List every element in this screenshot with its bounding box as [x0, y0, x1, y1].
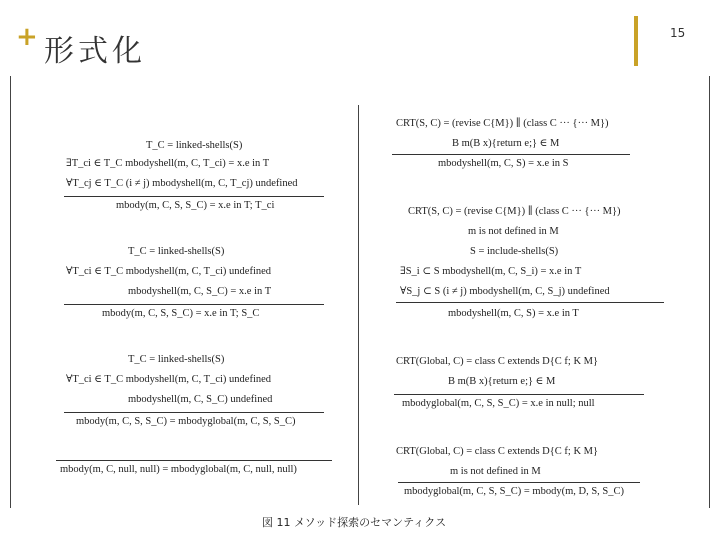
- rrule4-premise1: CRT(Global, C) = class C extends D{C f; K M}: [396, 446, 599, 457]
- rule2-premise2: ∀T_ci ∈ T_C mbodyshell(m, C, T_ci) undefined: [66, 266, 272, 277]
- rrule2-conclusion: mbodyshell(m, C, S) = x.e in T: [448, 308, 579, 319]
- rrule2-premise1: CRT(S, C) = (revise C{M}) ∥ (class C ··· {··· M}): [408, 206, 621, 217]
- rule2-inference-line: [64, 304, 324, 305]
- rule3-premise3: mbodyshell(m, C, S_C) undefined: [128, 394, 273, 405]
- column-divider: [358, 105, 359, 505]
- rrule2-premise4: ∃S_i ⊂ S mbodyshell(m, C, S_i) = x.e in T: [400, 266, 582, 277]
- rrule3-conclusion: mbodyglobal(m, C, S, S_C) = x.e in null; null: [402, 398, 595, 409]
- rule3-conclusion: mbody(m, C, S, S_C) = mbodyglobal(m, C, S, S_C): [76, 416, 296, 427]
- rule4-conclusion: mbody(m, C, null, null) = mbodyglobal(m, C, null, null): [60, 464, 297, 475]
- rule2-premise1: T_C = linked-shells(S): [128, 246, 225, 257]
- rule1-premise3: ∀T_cj ∈ T_C (i ≠ j) mbodyshell(m, C, T_cj) undefined: [66, 178, 298, 189]
- rule2-conclusion: mbody(m, C, S, S_C) = x.e in T; S_C: [102, 308, 260, 319]
- rrule2-premise2: m is not defined in M: [468, 226, 559, 237]
- rrule2-inference-line: [396, 302, 664, 303]
- rule1-premise2: ∃T_ci ∈ T_C mbodyshell(m, C, T_ci) = x.e in T: [66, 158, 270, 169]
- rrule4-inference-line: [398, 482, 640, 483]
- rrule1-inference-line: [392, 154, 630, 155]
- rrule4-premise2: m is not defined in M: [450, 466, 541, 477]
- rrule3-premise1: CRT(Global, C) = class C extends D{C f; K M}: [396, 356, 599, 367]
- rule2-premise3: mbodyshell(m, C, S_C) = x.e in T: [128, 286, 272, 297]
- figure-caption: 図 11 メソッド探索のセマンティクス: [262, 516, 447, 529]
- rrule1-premise2: B m(B x){return e;} ∈ M: [452, 138, 560, 149]
- rrule3-premise2: B m(B x){return e;} ∈ M: [448, 376, 556, 387]
- bullet-plus-icon: +: [16, 22, 38, 52]
- rrule4-conclusion: mbodyglobal(m, C, S, S_C) = mbody(m, D, S, S_C): [404, 486, 625, 497]
- slide-title: 形式化: [44, 34, 146, 69]
- rrule2-premise3: S = include-shells(S): [470, 246, 559, 257]
- rule3-inference-line: [64, 412, 324, 413]
- page-number: 15: [670, 26, 686, 40]
- rrule3-inference-line: [394, 394, 644, 395]
- rule4-inference-line: [56, 460, 332, 461]
- accent-bar: [634, 16, 638, 66]
- rrule2-premise5: ∀S_j ⊂ S (i ≠ j) mbodyshell(m, C, S_j) undefined: [400, 286, 610, 297]
- rule3-premise1: T_C = linked-shells(S): [128, 354, 225, 365]
- rule1-inference-line: [64, 196, 324, 197]
- rule1-conclusion: mbody(m, C, S, S_C) = x.e in T; T_ci: [116, 200, 275, 211]
- rrule1-conclusion: mbodyshell(m, C, S) = x.e in S: [438, 158, 569, 169]
- rule1-premise1: T_C = linked-shells(S): [146, 140, 243, 151]
- rule3-premise2: ∀T_ci ∈ T_C mbodyshell(m, C, T_ci) undefined: [66, 374, 272, 385]
- rrule1-premise1: CRT(S, C) = (revise C{M}) ∥ (class C ··· {··· M}): [396, 118, 609, 129]
